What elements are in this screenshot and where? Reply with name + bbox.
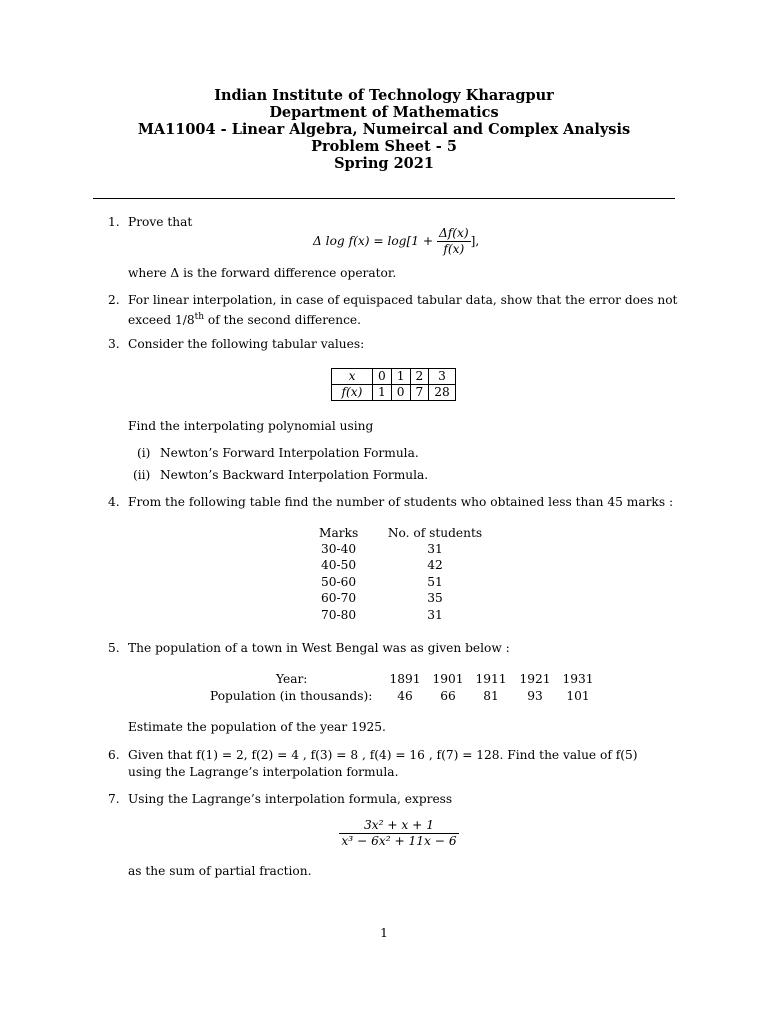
q2-number: 2. [108,293,120,307]
institute-name: Indian Institute of Technology Kharagpur [214,87,554,104]
semester: Spring 2021 [334,155,434,172]
q5-pop-label: Population (in thousands): [210,689,373,703]
q3-cell: 1 [373,385,392,401]
q7-text: Using the Lagrange’s interpolation formula, express [128,792,453,806]
q4-text: From the following table find the number of students who obtained less than 45 marks : [128,495,674,509]
q3-cell: 28 [429,385,456,401]
q7-frac-den: x³ − 6x² + 11x − 6 [341,834,457,848]
q5-number: 5. [108,641,120,655]
q1-frac-den: f(x) [443,242,465,256]
q5-pop: 81 [483,689,499,703]
q7-fraction [331,818,467,849]
q5-pop: 46 [397,689,413,703]
q1-text: Prove that [128,215,193,229]
q4-number: 4. [108,495,120,509]
q3-table-row-fx [332,385,456,401]
q7-frac-num: 3x² + x + 1 [339,818,458,834]
q1-after: where Δ is the forward difference operator. [128,266,397,280]
q3-text: Consider the following tabular values: [128,337,365,351]
q3-cell: 1 [391,369,410,385]
q1-equation [313,226,479,257]
q5-year: 1901 [432,672,464,686]
q4-count: 31 [427,542,443,556]
q2-superscript: th [194,312,205,322]
q1-frac-num: Δf(x) [438,226,469,240]
q6-line1: Given that f(1) = 2, f(2) = 4 , f(3) = 8 , f(4) = 16 , f(7) = 128. Find the value of f(5) [128,748,638,762]
page-number: 1 [380,926,388,940]
q4-marks: 70-80 [321,608,357,622]
q4-count: 51 [427,575,443,589]
q4-col2-header: No. of students [387,526,483,540]
q5-year: 1911 [475,672,507,686]
q6-line2: using the Lagrange’s interpolation formula. [128,765,399,779]
q5-estimate: Estimate the population of the year 1925. [128,720,386,734]
q4-count: 31 [427,608,443,622]
q7-frac [339,818,458,849]
q5-pop: 93 [527,689,543,703]
q1-rhs: ], [470,234,480,248]
q4-count: 35 [427,591,443,605]
sheet-title: Problem Sheet - 5 [311,138,457,155]
q3-cell: 7 [410,385,429,401]
q5-year-label: Year: [276,672,308,686]
header-rule [93,198,675,199]
q2-line1: For linear interpolation, in case of equispaced tabular data, show that the error does not [128,293,678,307]
q7-number: 7. [108,792,120,806]
q5-year: 1931 [562,672,594,686]
q3-item-text: Newton’s Forward Interpolation Formula. [160,446,419,460]
course-title: MA11004 - Linear Algebra, Numeircal and Complex Analysis [137,121,631,138]
q3-cell: 0 [373,369,392,385]
q3-table-row-x [332,369,456,385]
q3-cell: f(x) [332,385,373,401]
q3-cell: 3 [429,369,456,385]
q4-marks: 60-70 [321,591,357,605]
q3-cell: x [332,369,373,385]
q5-year: 1891 [389,672,421,686]
q3-item-label: (ii) [133,468,151,482]
q2-line2-b: of the second difference. [204,313,362,328]
q5-pop: 101 [566,689,590,703]
q3-cell: 2 [410,369,429,385]
q3-number: 3. [108,337,120,351]
q1-number: 1. [108,215,120,229]
department-name: Department of Mathematics [269,104,499,121]
q4-marks: 30-40 [321,542,357,556]
q2-line2-a: exceed 1/8 [128,313,195,328]
q7-after: as the sum of partial fraction. [128,864,312,878]
q4-count: 42 [427,558,443,572]
q1-fraction [437,226,471,257]
q3-item-label: (i) [137,446,151,460]
q4-marks: 40-50 [321,558,357,572]
q3-item-text: Newton’s Backward Interpolation Formula. [160,468,429,482]
q3-find: Find the interpolating polynomial using [128,419,374,433]
q3-cell: 0 [391,385,410,401]
q5-text: The population of a town in West Bengal was as given below : [128,641,510,655]
q4-col1-header: Marks [319,526,359,540]
q5-pop: 66 [440,689,456,703]
q6-number: 6. [108,748,120,762]
q3-table [331,368,456,401]
q5-year: 1921 [519,672,551,686]
q2-line2 [128,309,361,328]
q4-marks: 50-60 [321,575,357,589]
q1-lhs: Δ log f(x) = log[1 + [313,234,434,248]
